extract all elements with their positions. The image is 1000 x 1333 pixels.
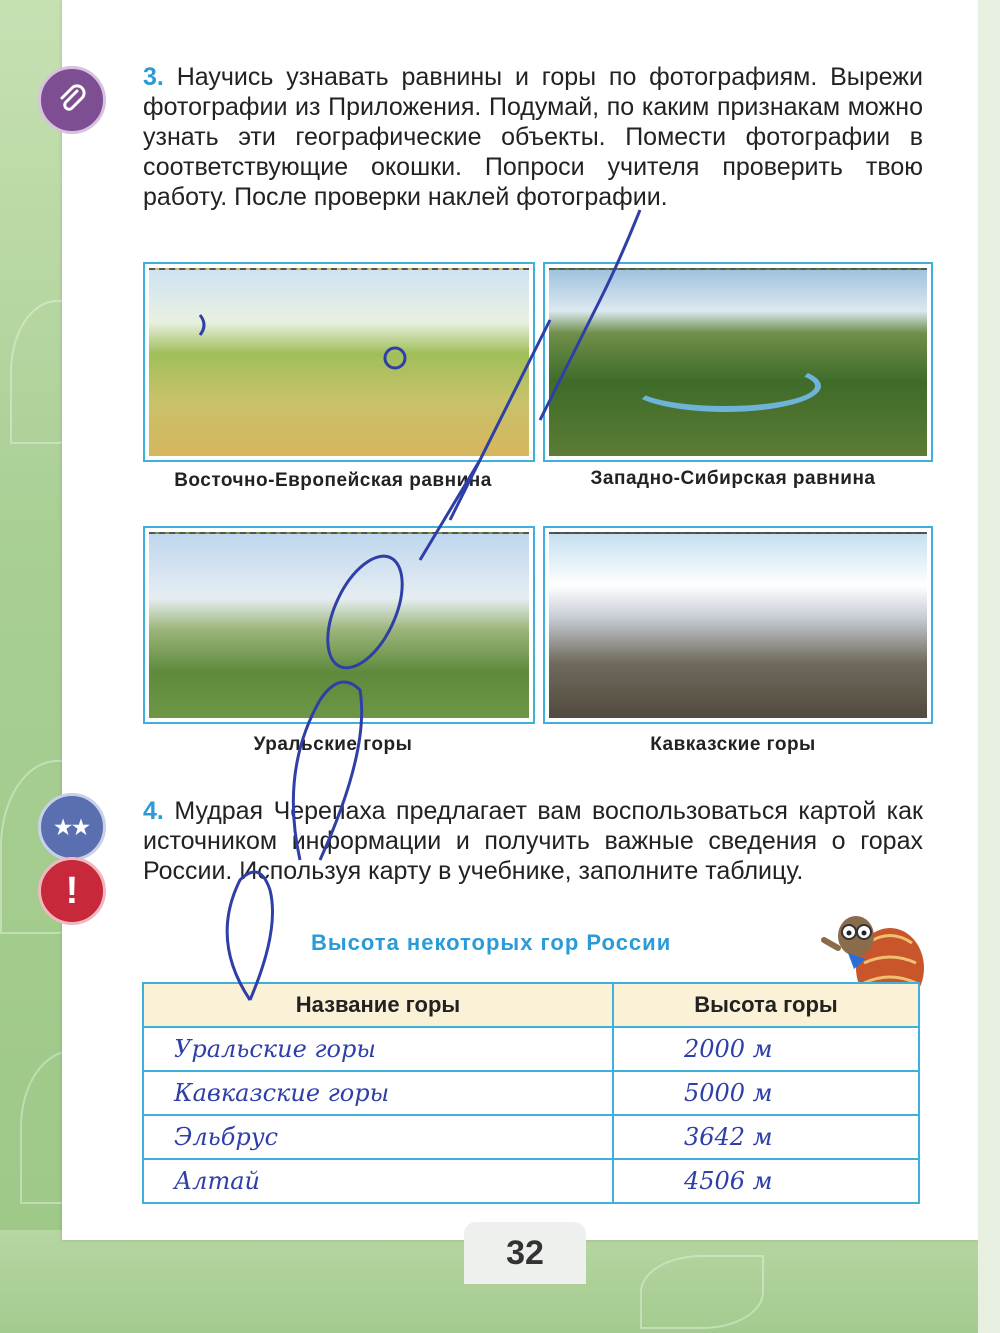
photo-frame-ural-mountains	[143, 526, 535, 724]
task-3-text: Научись узнавать равнины и горы по фотографиям. Вырежи фотографии из Приложения. Подумай, по каким признакам можно узнать эти географические объекты. Помести фотографии в соответствующие окошки. Попроси учителя проверить твою работу. После проверки наклей фотографии.	[143, 63, 923, 211]
mountain-name-cell: Эльбрус	[143, 1115, 613, 1159]
stars-icon: ★★	[38, 793, 106, 861]
paperclip-icon	[38, 66, 106, 134]
mountain-height-cell: 4506 м	[613, 1159, 919, 1203]
photo-caption: Западно-Сибирская равнина	[590, 468, 876, 489]
table-row	[143, 1071, 919, 1115]
photo-frame-east-european-plain	[143, 262, 535, 462]
mountain-height-cell: 2000 м	[613, 1027, 919, 1071]
table-header-row	[143, 983, 919, 1027]
table-title: Высота некоторых гор России	[311, 930, 672, 955]
leaf-decoration	[640, 1255, 764, 1329]
task-4-number: 4.	[143, 797, 164, 825]
task-3	[143, 62, 923, 212]
photo-caption: Кавказские горы	[650, 734, 816, 755]
mountain-name-cell: Кавказские горы	[143, 1071, 613, 1115]
mountain-height-cell: 5000 м	[613, 1071, 919, 1115]
mountain-height-cell: 3642 м	[613, 1115, 919, 1159]
mountain-name-cell: Алтай	[143, 1159, 613, 1203]
page-edge	[978, 0, 1000, 1333]
task-3-number: 3.	[143, 63, 164, 91]
page-number: 32	[464, 1222, 586, 1284]
mountain-heights-table	[142, 982, 920, 1204]
task-4-text: Мудрая Черепаха предлагает вам воспользоваться картой как источником информации и получить важные сведения о горах России. Используя карту в учебнике, заполните таблицу.	[143, 797, 923, 885]
task-4	[143, 796, 923, 886]
exclamation-icon: !	[38, 857, 106, 925]
mountain-name-cell: Уральские горы	[143, 1027, 613, 1071]
photo-caption: Восточно-Европейская равнина	[174, 470, 492, 491]
photo-frame-caucasus-mountains	[543, 526, 933, 724]
table-row	[143, 1115, 919, 1159]
photo-frame-west-siberian-plain	[543, 262, 933, 462]
header-mountain-height: Высота горы	[613, 983, 919, 1027]
photo-caption: Уральские горы	[253, 734, 413, 755]
table-row	[143, 1159, 919, 1203]
header-mountain-name: Название горы	[143, 983, 613, 1027]
table-row	[143, 1027, 919, 1071]
